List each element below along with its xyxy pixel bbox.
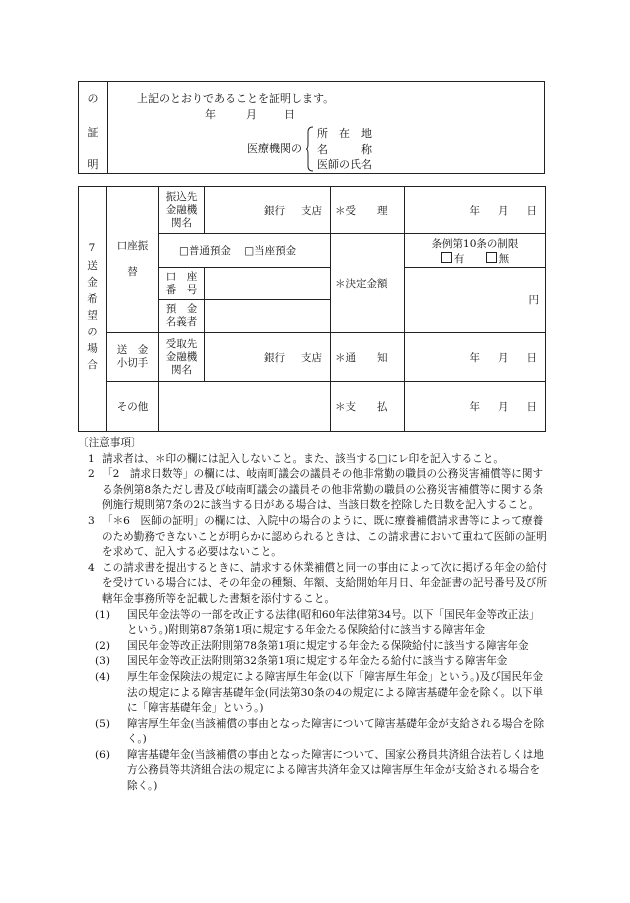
deposit-type-current[interactable]: □当座預金 [244,245,297,258]
note-item [88,514,550,561]
paid-label: ＊支 払 [331,382,405,432]
cert-field-address: 所 在 地 [317,127,372,140]
cert-date-day: 日 [284,108,295,121]
note-text: 請求者は、＊印の欄には記入しないこと。また、該当する□にレ印を記入すること。 [102,452,504,465]
note-text: 「＊6 医師の証明」の欄には、入院中の場合のように、既に療養補償請求書等によって療養のため勤務できないことが明らかに認められるときは、この請求書において重ねて医師の証明を求めて、記入する必要はないこと。 [102,514,547,559]
month-label: 月 [498,351,509,364]
deposit-type-options[interactable] [159,234,331,267]
subitem-text: 障害厚生年金(当該補償の事由となった障害について障害基礎年金が支給される場合を除く。) [127,717,545,746]
restriction-yes-label: 有 [453,252,465,265]
account-number-label: 口 座番 号 [159,267,205,299]
cert-field-name: 名 称 [317,143,372,156]
account-transfer-label: 口座振替 [107,187,159,333]
day-label: 日 [526,204,537,217]
note-subitem [80,670,550,717]
received-date-field[interactable] [405,187,546,234]
notes-section [80,436,550,795]
yen-label: 円 [528,294,539,307]
note-subitem [80,608,550,639]
notified-label: ＊通 知 [331,332,405,382]
decided-amount-label: ＊決定金額 [331,234,405,332]
note-subitem [80,639,550,655]
subitem-text: 障害基礎年金(当該補償の事由となった障害について、国家公務員共済組合法若しくは地方公務員等共済組合法の規定による障害共済年金又は障害厚生年金が支給される場合を除く。) [127,748,544,793]
receiving-bank-field[interactable] [205,332,331,382]
note-number: 4 [88,561,95,574]
month-label: 月 [498,204,509,217]
cert-field-physician: 医師の氏名 [317,158,372,171]
paid-date-field[interactable] [405,382,546,432]
day-label: 日 [526,401,537,414]
remittance-check-label: 送 金小切手 [107,332,159,382]
month-label: 月 [498,401,509,414]
note-number: 1 [88,452,95,465]
cert-side-char: 証 [87,126,99,139]
received-label: ＊受 理 [331,187,405,234]
other-field[interactable] [159,382,331,432]
note-text: 「2 請求日数等」の欄には、岐南町議会の議員その他非常勤の職員の公務災害補償等に関する条例第8条ただし書及び岐南町議会の議員その他非常勤の職員の公務災害補償等に関する条例施行規則第7条の2に該当する日がある場合は、当該日数を控除した日数を記入すること。 [102,468,544,512]
account-number-field[interactable] [205,267,331,299]
restriction-cell [405,234,546,267]
institution-label: 医療機関の [247,142,302,155]
payee-bank-field[interactable] [205,187,331,234]
note-item [88,561,550,608]
branch-label: 支店 [301,204,322,217]
amount-field[interactable] [405,267,546,332]
subitem-text: 国民年金法等の一部を改正する法律(昭和60年法律第34号。以下「国民年金等改正法」という。)附則第87条第1項に規定する年金たる保険給付に該当する障害年金 [127,608,540,637]
subitem-text: 厚生年金保険法の規定による障害厚生年金(以下「障害厚生年金」という。)及び国民年金法の規定による障害基礎年金(同法第30条の4の規定による障害基礎年金を除く。以下単に「障害基礎年金」という。) [127,670,544,715]
year-label: 年 [469,204,480,217]
account-holder-label: 預 金名義者 [159,300,205,332]
branch-label: 支店 [301,351,322,364]
brace-icon [306,126,314,172]
restriction-yes-checkbox[interactable] [441,252,452,263]
subitem-number: (2) [95,639,111,652]
note-subitem [80,654,550,670]
subitem-number: (3) [95,655,111,668]
note-subitem [80,717,550,748]
subitem-text: 国民年金等改正法附則第78条第1項に規定する年金たる保険給付に該当する障害年金 [127,639,529,652]
day-label: 日 [526,351,537,364]
subitem-number: (5) [95,717,111,730]
bank-label: 銀行 [264,204,285,217]
year-label: 年 [469,401,480,414]
subitem-number: (4) [95,670,111,683]
receiving-bank-label: 受取先金融機関名 [159,332,205,382]
payee-bank-label: 振込先金融機関名 [159,187,205,234]
cert-side-char: 明 [87,158,99,171]
restriction-no-checkbox[interactable] [486,252,497,263]
remittance-section-label: 7送金希望の場合 [79,187,107,432]
other-label: その他 [107,382,159,432]
notes-heading: 〔注意事項〕 [78,437,142,449]
bank-label: 銀行 [264,351,285,364]
subitem-text: 国民年金等改正法附則第32条第1項に規定する年金たる給付に該当する障害年金 [127,655,508,668]
cert-date-year: 年 [205,108,216,121]
deposit-type-ordinary[interactable]: □普通預金 [179,245,231,258]
account-holder-field[interactable] [205,300,331,332]
note-text: この請求書を提出するときに、請求する休業補償と同一の事由によって次に掲げる年金の給付を受けている場合には、その年金の種類、年額、支給開始年月日、年金証書の記号番号及び所轄年金事務所等を記載した書類を添付すること。 [102,561,547,605]
subitem-number: (1) [95,608,111,621]
cert-statement: 上記のとおりであることを証明します。 [137,92,335,105]
note-number: 3 [88,514,95,527]
notified-date-field[interactable] [405,332,546,382]
note-number: 2 [88,468,95,481]
year-label: 年 [469,351,480,364]
cert-date-month: 月 [246,108,257,121]
note-item [88,467,550,514]
note-item [88,452,550,468]
cert-divider [107,82,108,173]
physician-certification-box [78,81,545,174]
subitem-number: (6) [95,748,111,761]
note-subitem [80,748,550,795]
remittance-table [78,186,546,432]
cert-side-char: の [87,92,99,105]
restriction-title: 条例第10条の制限 [431,237,519,250]
restriction-no-label: 無 [498,252,510,265]
